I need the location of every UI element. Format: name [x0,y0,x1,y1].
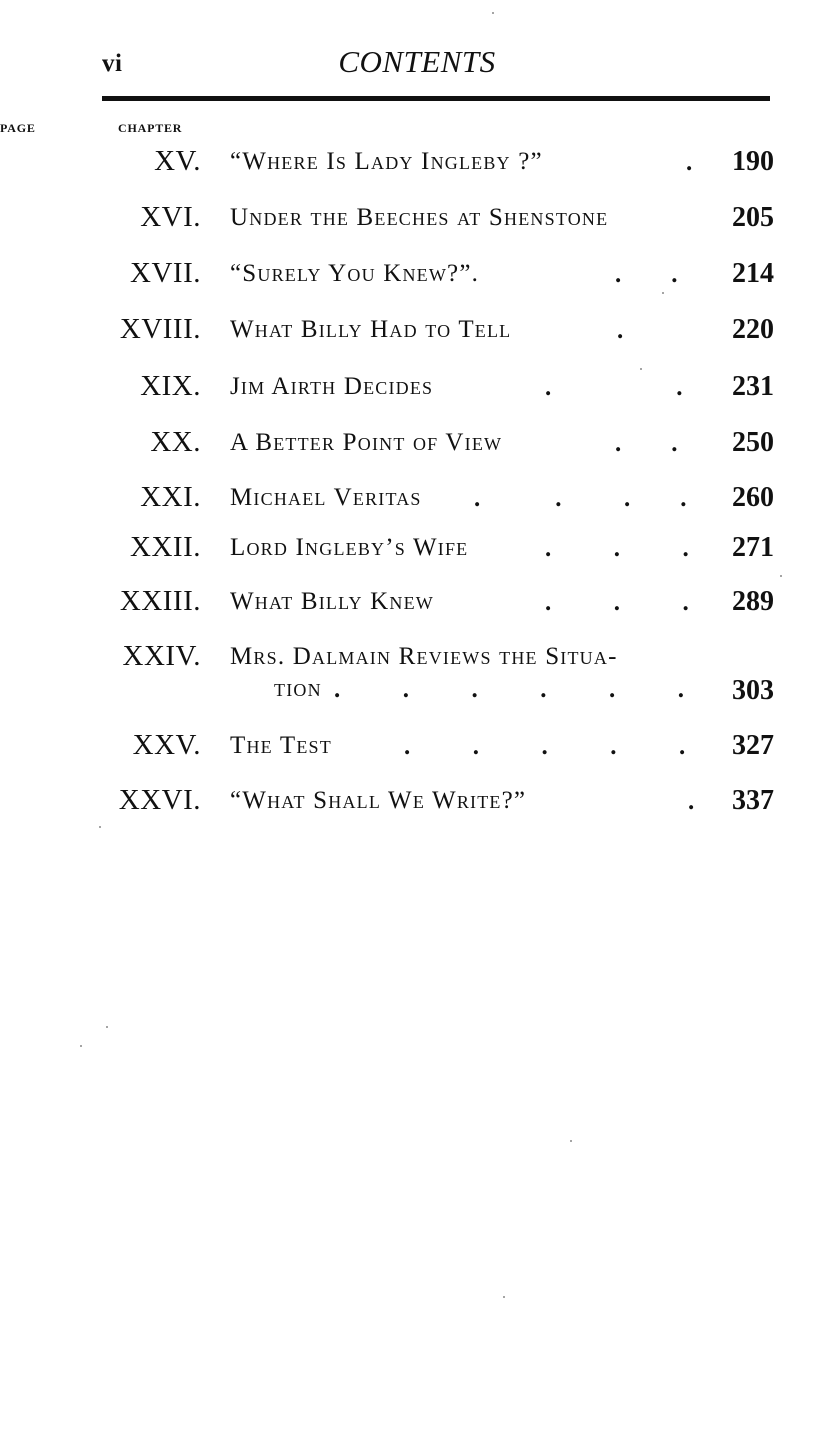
chapter-title: “What Shall We Write?” [230,787,527,814]
chapter-numeral: XXII. [130,531,201,563]
chapter-numeral: XXV. [132,729,201,761]
chapter-title: The Test [230,732,332,759]
page-number: 205 [732,202,774,233]
chapter-numeral: XVIII. [119,313,201,345]
toc-entry [0,145,834,187]
toc-entry [0,313,834,355]
page-number: 250 [732,427,774,458]
dot-leaders: . . . [545,589,689,616]
page-number: 260 [732,482,774,513]
toc-entry [0,531,834,573]
chapter-numeral: XV. [154,145,201,177]
page-number: 214 [732,258,774,289]
toc-entry [0,784,834,826]
page-number: 220 [732,314,774,345]
dot-leaders: . . [615,261,678,288]
chapter-title: What Billy Knew [230,588,434,615]
toc-entry [0,481,834,523]
dot-leaders: . . [545,374,683,401]
dot-leaders: . . . . . . [334,676,684,703]
chapter-numeral: XXIV. [122,640,201,672]
page-number: 289 [732,586,774,617]
dot-leaders: . . . . . [404,733,686,760]
dot-leaders: . . . [545,535,689,562]
chapter-title: Mrs. Dalmain Reviews the Situa- [230,643,618,670]
toc-entry [0,370,834,412]
dot-leaders: . [617,317,624,344]
page-folio: vi [102,50,123,77]
chapter-title: “Surely You Knew?”. [230,260,480,287]
page-number: 327 [732,730,774,761]
page-number: 231 [732,371,774,402]
toc-entry [0,585,834,627]
toc-entry [0,201,834,243]
toc-entry [0,426,834,468]
chapter-numeral: XXVI. [118,784,201,816]
page-number: 271 [732,532,774,563]
toc-entry [0,640,834,720]
page-column-label: PAGE [0,121,36,135]
page-number: 190 [732,146,774,177]
chapter-title-continuation: tion [274,675,322,702]
page-number: 337 [732,785,774,816]
chapter-title: A Better Point of View [230,429,503,456]
dot-leaders: . . [615,430,678,457]
chapter-title: Under the Beeches at Shenstone [230,204,609,231]
chapter-title: Michael Veritas [230,484,422,511]
chapter-title: Jim Airth Decides [230,373,434,400]
chapter-numeral: XX. [150,426,201,458]
chapter-column-label: CHAPTER [118,121,183,135]
dot-leaders: . [688,788,695,815]
chapter-numeral: XIX. [140,370,201,402]
chapter-numeral: XXIII. [119,585,201,617]
chapter-title: “Where Is Lady Ingleby ?” [230,148,543,175]
toc-entry [0,257,834,299]
toc-entry [0,729,834,771]
chapter-numeral: XXI. [140,481,201,513]
chapter-title: What Billy Had to Tell [230,316,512,343]
chapter-numeral: XVII. [130,257,201,289]
chapter-numeral: XVI. [140,201,201,233]
dot-leaders: . [686,149,693,176]
page-number: 303 [732,675,774,706]
dot-leaders: . . . . [474,485,687,512]
running-title: CONTENTS [338,44,496,79]
chapter-title: Lord Ingleby’s Wife [230,534,469,561]
